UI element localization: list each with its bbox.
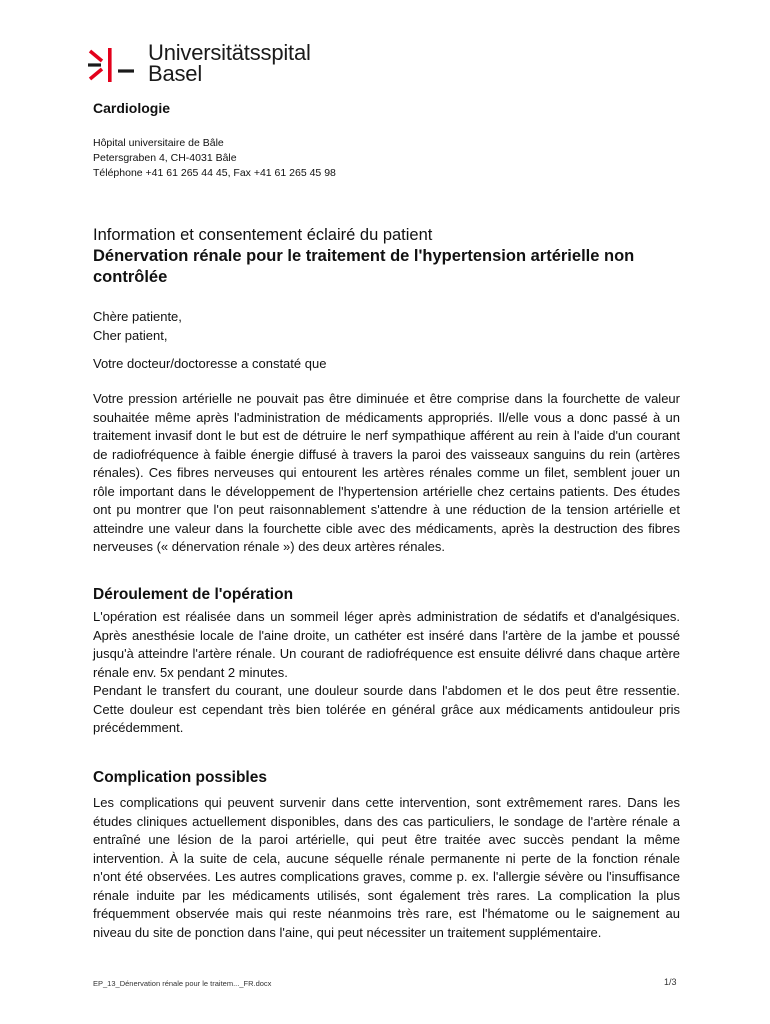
logo-wordmark — [148, 42, 311, 84]
greeting — [93, 308, 680, 345]
address-line: Petersgraben 4, CH-4031 Bâle — [93, 152, 237, 164]
usb-logo-icon — [88, 47, 138, 83]
paragraph-1: Votre pression artérielle ne pouvait pas être diminuée et être comprise dans la fourchette de valeur souhaitée même après l'administration de médicaments appropriés. Il/elle vous a donc passé à un traitement invasif dont le but est de détruire le nerf sympathique afférent au rein à l'aide d'un courant de radiofréquence à faible énergie diffusé à travers la paroi des vaisseaux sanguins du rein (artères rénales). Ces fibres nerveuses qui entourent les artères rénales comme un filet, semblent jouer un rôle important dans le développement de l'hypertension artérielle chez certains patients. Des études ont pu montrer que l'on peut raisonnablement s'attendre à une réduction de la tension artérielle et atteindre une valeur dans la fourchette cible avec des médicaments, après la destruction des fibres nerveuses (« dénervation rénale ») des deux artères rénales. — [93, 391, 680, 554]
intro-text: Votre docteur/doctoresse a constaté que — [93, 356, 327, 371]
logo-line-2: Basel — [148, 61, 203, 86]
hospital-logo — [88, 42, 348, 88]
address-line: Téléphone +41 61 265 44 45, Fax +41 61 265 45 98 — [93, 167, 336, 179]
logo-line-1: Universitätsspital — [148, 40, 311, 65]
procedure-text — [93, 608, 680, 738]
document-title — [93, 225, 693, 288]
greeting-line-2: Cher patient, — [93, 327, 168, 343]
footer-filename: EP_13_Dénervation rénale pour le traitem..._FR.docx — [93, 979, 272, 988]
address-line: Hôpital universitaire de Bâle — [93, 137, 224, 149]
hospital-address — [93, 136, 336, 181]
title-line-1: Information et consentement éclairé du patient — [93, 226, 433, 244]
page-number: 1/3 — [664, 977, 677, 987]
section-heading-procedure: Déroulement de l'opération — [93, 586, 294, 603]
title-line-2: Dénervation rénale pour le traitement de l'hypertension artérielle non contrôlée — [93, 247, 635, 286]
greeting-line-1: Chère patiente, — [93, 309, 182, 324]
procedure-paragraph-1: L'opération est réalisée dans un sommeil léger après administration de sédatifs et d'analgésiques. Après anesthésie locale de l'aine droite, un cathéter est inséré dans l'artère de la jambe et poussé jusqu'à atteindre l'artère rénale. Un courant de radiofréquence est ensuite délivré dans chaque artère rénale env. 5x pendant 2 minutes. — [93, 609, 680, 680]
complications-text: Les complications qui peuvent survenir dans cette intervention, sont extrêmement rares. Dans les études cliniques actuellement disponibles, dans des cas particuliers, le sondage de l'artère rénale a entraîné une lésion de la paroi artérielle, qui peut être traitée avec succès pendant la même intervention. À la suite de cela, aucune séquelle rénale permanente ni perte de la fonction rénale n'ont été observées. Les autres complications graves, comme p. ex. l'allergie sévère ou l'insuffisance rénale induite par les médicaments utilisés, sont également très rares. La complication la plus fréquemment observée mais qui reste néanmoins très rare, est l'hématome ou le saignement au niveau du site de ponction dans l'aine, qui peut nécessiter un traitement supplémentaire. — [93, 795, 680, 940]
section-heading-complications: Complication possibles — [93, 769, 267, 786]
procedure-paragraph-2: Pendant le transfert du courant, une douleur sourde dans l'abdomen et le dos peut être ressentie. Cette douleur est cependant très bien tolérée en général grâce aux médicaments antidouleur pris précédemment. — [93, 683, 680, 735]
department-name: Cardiologie — [93, 100, 171, 116]
